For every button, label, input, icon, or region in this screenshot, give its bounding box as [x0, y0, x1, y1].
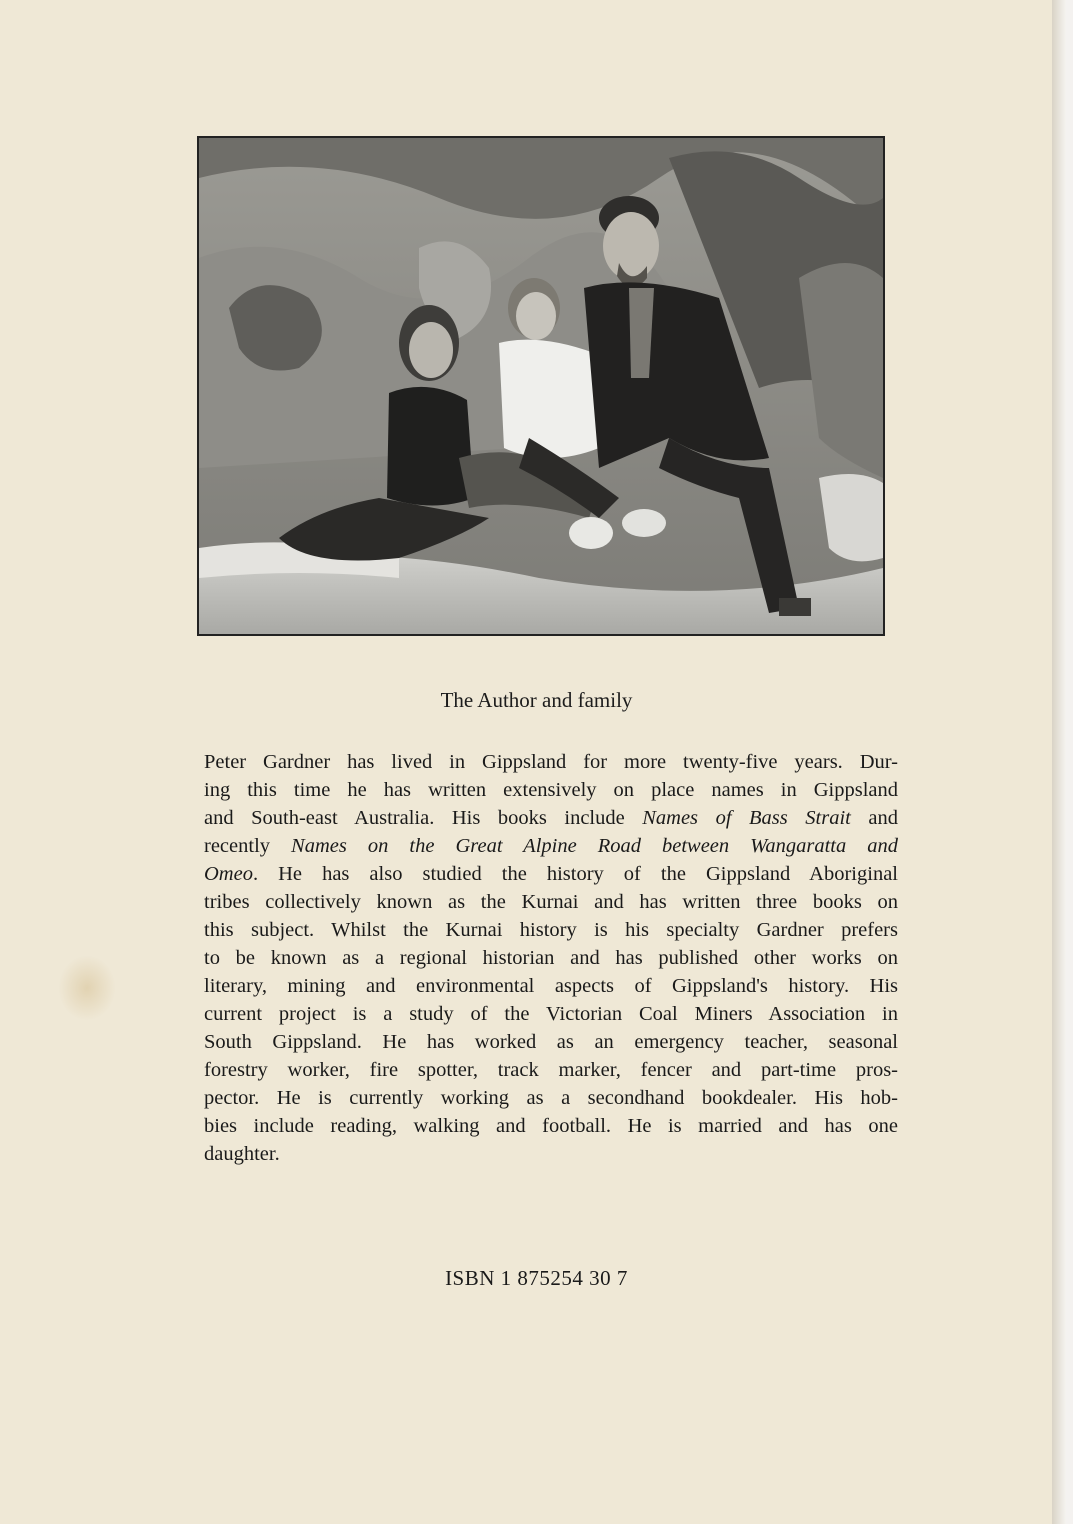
bio-line	[204, 804, 898, 832]
author-biography	[204, 748, 898, 1168]
bio-text: . He has also studied the history of the Gippsland Aboriginal	[252, 863, 898, 885]
paper-stain	[58, 955, 116, 1021]
bio-line: tribes collectively known as the Kurnai and has written three books on	[204, 891, 898, 913]
bio-line: to be known as a regional historian and has published other works on	[204, 947, 898, 969]
bio-line	[204, 832, 898, 860]
bio-line: literary, mining and environmental aspects of Gippsland's history. His	[204, 975, 898, 997]
bio-line: forestry worker, fire spotter, track marker, fencer and part-time pros-	[204, 1059, 898, 1081]
bio-text: and South-east Australia. His books include	[204, 807, 643, 829]
spine-edge	[1052, 0, 1066, 1524]
author-family-photo	[197, 136, 885, 636]
bio-line: South Gippsland. He has worked as an emergency teacher, seasonal	[204, 1031, 898, 1053]
photo-illustration	[199, 138, 883, 634]
bio-text: and	[850, 807, 898, 829]
isbn-number: ISBN 1 875254 30 7	[445, 1266, 628, 1290]
bio-line: bies include reading, walking and football. He is married and has one	[204, 1115, 898, 1137]
book-title: Names of Bass Strait	[642, 807, 851, 829]
bio-line: current project is a study of the Victorian Coal Miners Association in	[204, 1003, 898, 1025]
book-title: Names on the Great Alpine Road between Wangaratta and	[291, 835, 899, 857]
bio-line: Peter Gardner has lived in Gippsland for more twenty-five years. Dur-	[204, 751, 898, 773]
bio-line	[204, 860, 898, 888]
bio-line: this subject. Whilst the Kurnai history is his specialty Gardner prefers	[204, 919, 898, 941]
bio-line: daughter.	[204, 1143, 280, 1165]
book-title-end: Omeo	[204, 863, 253, 885]
bio-line: ing this time he has written extensively on place names in Gippsland	[204, 779, 898, 801]
photo-caption: The Author and family	[440, 688, 633, 712]
bio-text: recently	[204, 835, 292, 857]
bio-line: pector. He is currently working as a secondhand bookdealer. His hob-	[204, 1087, 898, 1109]
